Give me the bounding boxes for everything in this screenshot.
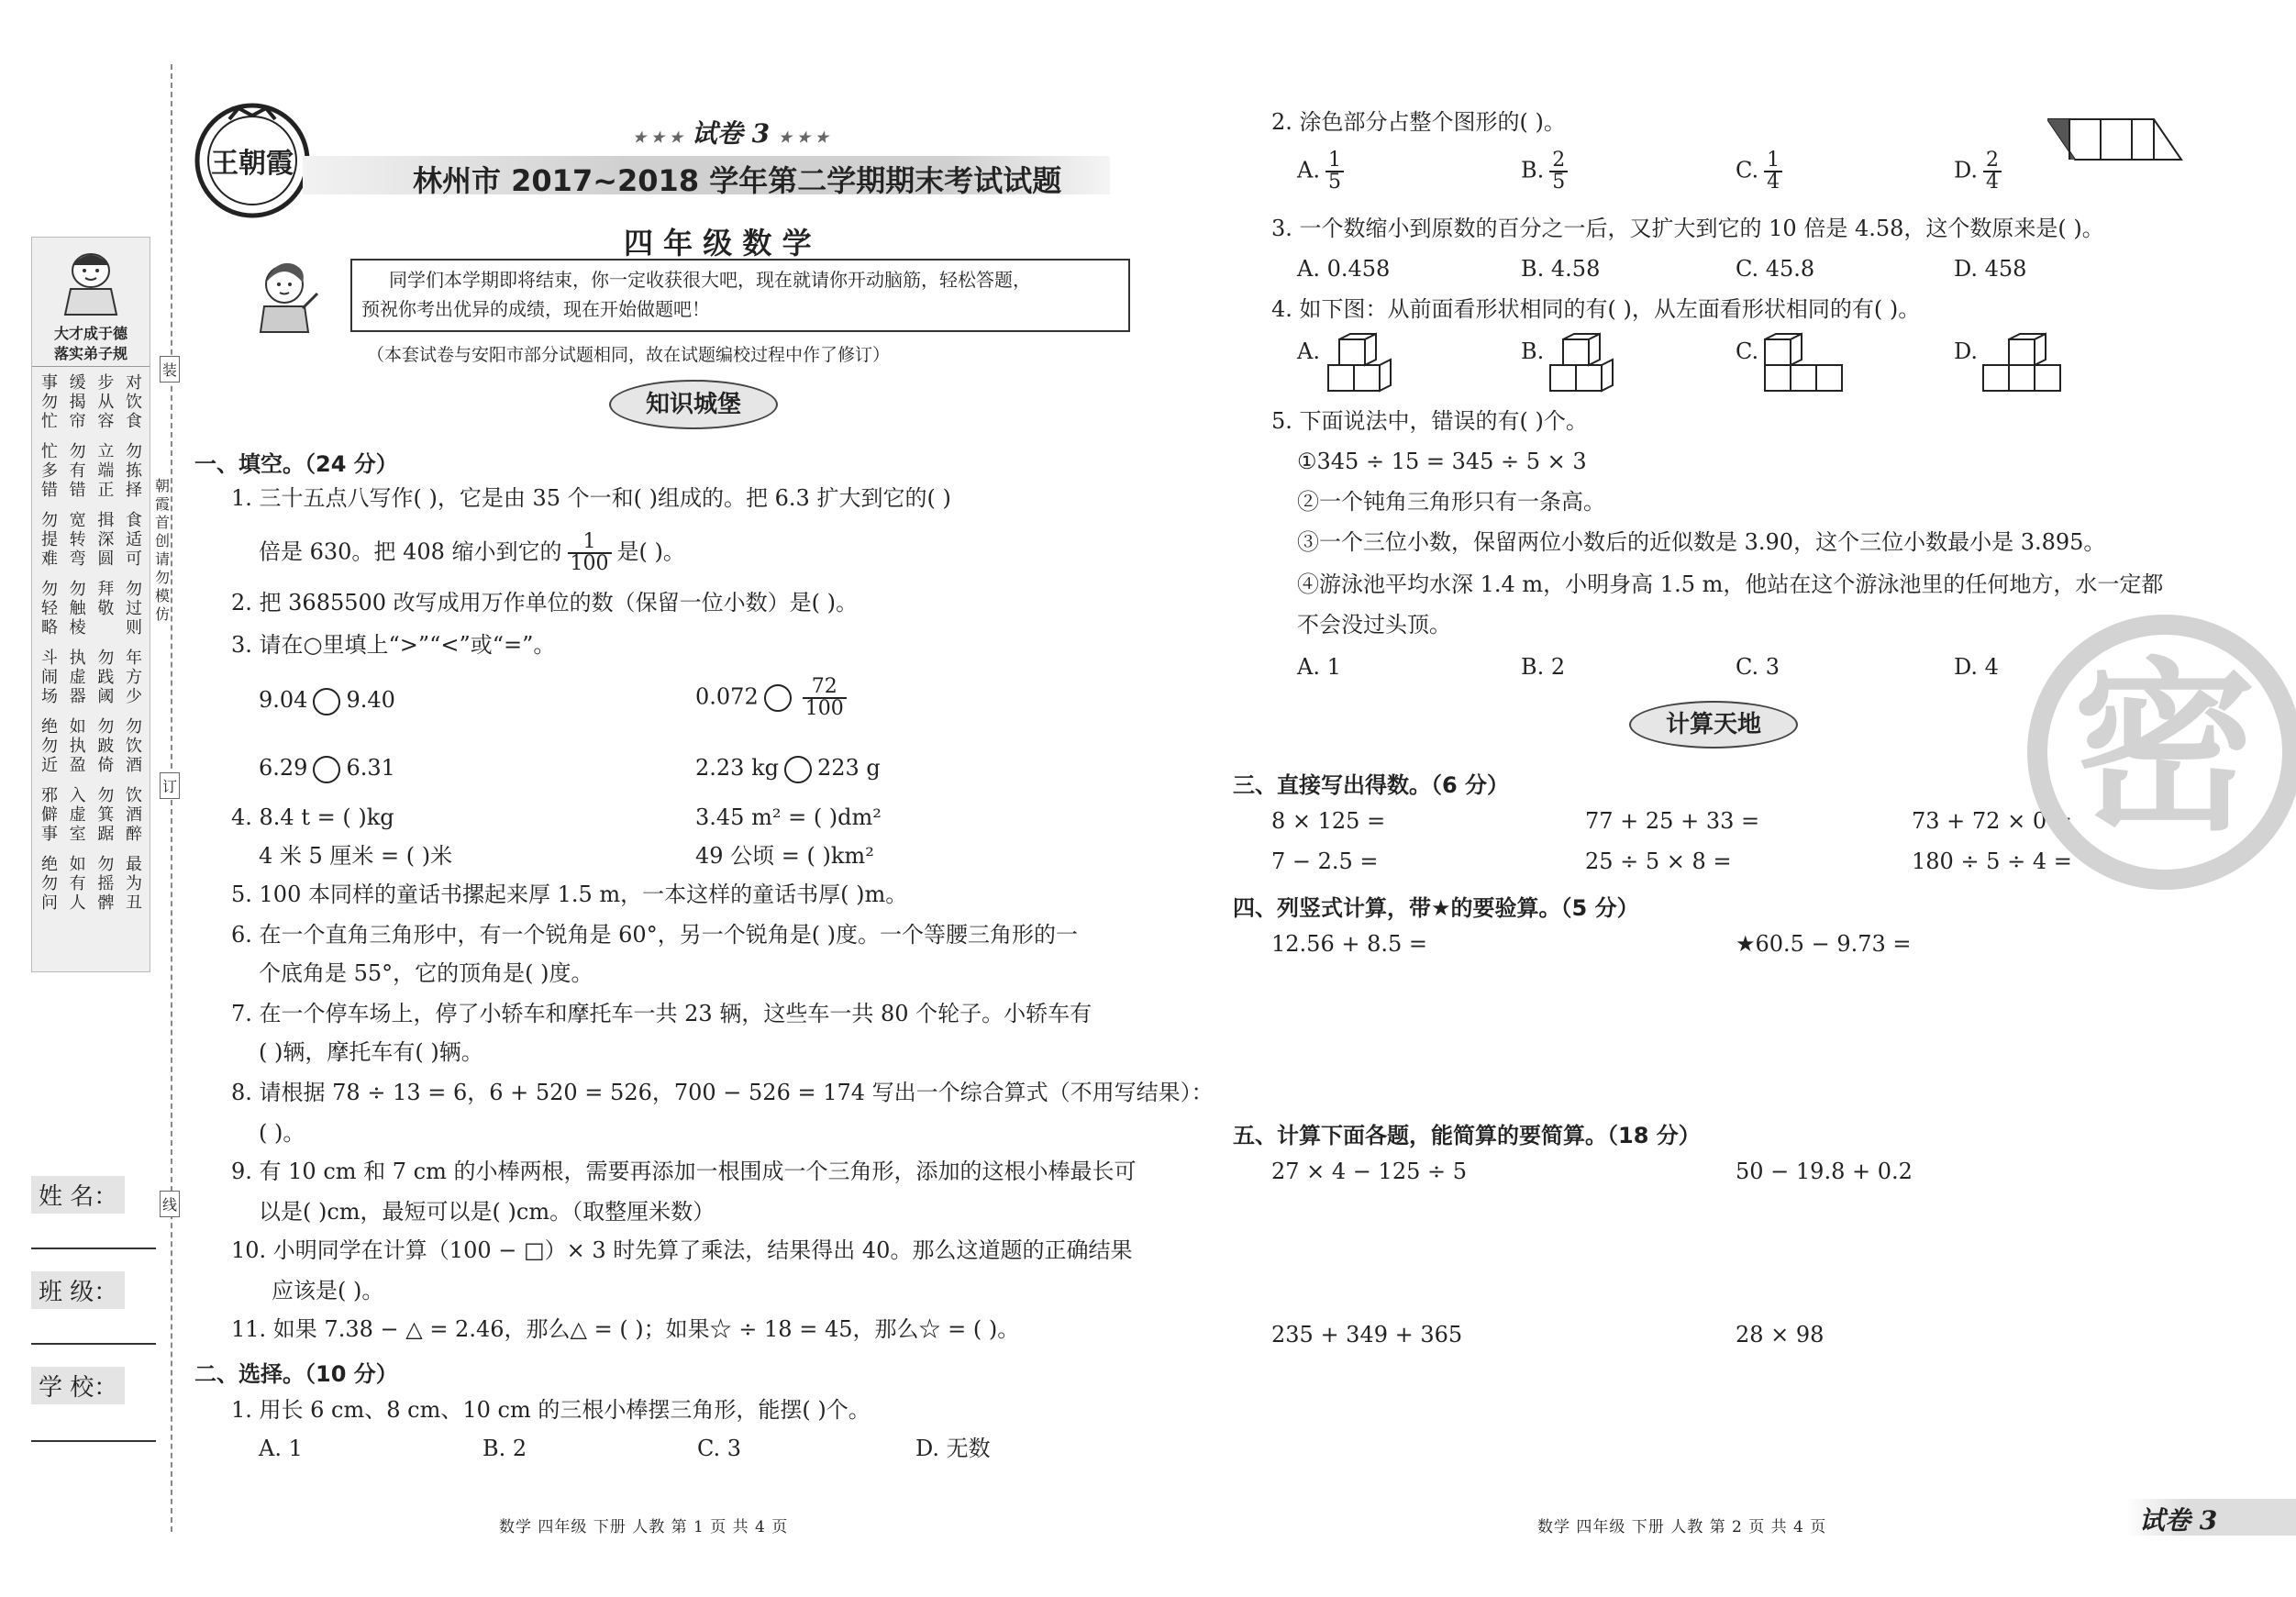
- oral-item-5: 25 ÷ 5 × 8 =: [1585, 848, 1732, 874]
- sidebar-verse-col: 勿跛倚: [97, 717, 115, 775]
- intro-line-2: 预祝你考出优异的成绩，现在开始做题吧！: [361, 298, 710, 320]
- simplify-item-3: 235 + 349 + 365: [1271, 1322, 1463, 1347]
- cube-figure-c: [1763, 332, 1864, 394]
- q9-line-a: 9. 有 10 cm 和 7 cm 的小棒两根，需要再添加一根围成一个三角形，添加的这根小棒最长可: [231, 1159, 1137, 1184]
- choice-4-text: 4. 如下图：从前面看形状相同的有( )，从左面看形状相同的有( )。: [1271, 296, 1921, 322]
- sidebar-verse-col: 如执盈: [69, 717, 86, 775]
- sidebar-verse-col: 斗闹场: [41, 649, 58, 706]
- opt-den: 5: [1552, 171, 1566, 194]
- sidebar-verse-col: 宽转弯: [69, 511, 86, 569]
- name-field[interactable]: [31, 1248, 156, 1249]
- q5-text: 5. 100 本同样的童话书摞起来厚 1.5 m，一本这样的童话书厚( )m。: [231, 882, 908, 907]
- opt-num: 2: [1549, 150, 1568, 172]
- q8-line-b: ( )。: [259, 1120, 305, 1146]
- q1-fraction-num: 1: [568, 532, 612, 554]
- sidebar-verse-col: 执虚器: [69, 649, 86, 706]
- sidebar-verse-col: 勿轻略: [41, 580, 58, 638]
- sidebar-verse-col: 勿摇髀: [97, 855, 115, 913]
- q4-item-2: 3.45 m² = ( )dm²: [695, 804, 882, 830]
- cube-figure-d: [1981, 332, 2073, 394]
- q3-compare-1: 9.04 9.40: [259, 686, 395, 715]
- choice-5-opt-a[interactable]: A. 1: [1297, 654, 1341, 680]
- school-field[interactable]: [31, 1440, 156, 1442]
- sidebar-verse-row: [38, 373, 146, 431]
- choice-5-text: 5. 下面说法中，错误的有( )个。: [1271, 408, 1588, 434]
- choice-3-opt-b[interactable]: B. 4.58: [1521, 256, 1601, 282]
- oral-item-3: 73 + 72 × 0 =: [1912, 808, 2072, 834]
- q3-compare-3: 6.29 6.31: [259, 754, 395, 783]
- choice-2-opt-d[interactable]: [1954, 150, 2007, 193]
- sidebar-vertical-note: 朝霞首创 请勿模仿: [154, 477, 170, 623]
- cube-figure-b: [1548, 332, 1631, 394]
- sidebar-verse-row: [38, 442, 146, 500]
- class-field[interactable]: [31, 1343, 156, 1345]
- section-badge-knowledge: 知识城堡: [609, 380, 778, 429]
- sidebar-verse-col: 对饮食: [125, 373, 142, 431]
- publisher-logo: [193, 101, 312, 220]
- choice-4-opt-c[interactable]: C.: [1736, 338, 1759, 364]
- section-1-heading: 一、填空。（24 分）: [194, 451, 398, 477]
- sidebar-verse-col: 勿践阈: [97, 649, 115, 706]
- class-label: 班 级：: [31, 1271, 125, 1309]
- q3-compare-2: 0.072 $\frac{72}{100}$: [695, 677, 852, 719]
- q3-fraction: $\frac{72}{100}$: [803, 677, 847, 719]
- sidebar-verse-row: [38, 786, 146, 844]
- simplify-item-4: 28 × 98: [1736, 1322, 1825, 1347]
- q7-line-a: 7. 在一个停车场上，停了小轿车和摩托车一共 23 辆，这些车一共 80 个轮子。小轿车有: [231, 1001, 1093, 1026]
- choice-1-opt-c[interactable]: C. 3: [697, 1436, 742, 1461]
- section-2-heading: 二、选择。（10 分）: [194, 1361, 398, 1387]
- opt-num: 2: [1983, 150, 2002, 172]
- sidebar-verse-block: [38, 373, 146, 924]
- shaded-parallelogram-figure: [2047, 117, 2185, 161]
- q8-line-a: 8. 请根据 78 ÷ 13 = 6，6 + 520 = 526，700 − 526 = 174 写出一个综合算式（不用写结果）：: [231, 1080, 1214, 1105]
- sidebar-verse-row: [38, 580, 146, 638]
- name-label: 姓 名：: [31, 1176, 125, 1214]
- sidebar-verse-col: 忙多错: [41, 442, 58, 500]
- oral-item-6: 180 ÷ 5 ÷ 4 =: [1912, 848, 2072, 874]
- choice-2-opt-c[interactable]: [1736, 150, 1788, 193]
- sidebar-verse-col: 事勿忙: [41, 373, 58, 431]
- scholar-figure-icon: [52, 245, 129, 316]
- series-label: ★ ★ ★ 试卷 3 ★ ★ ★: [633, 118, 829, 149]
- sidebar-verse-col: 勿过则: [125, 580, 142, 638]
- choice-1-opt-d[interactable]: D. 无数: [915, 1436, 991, 1461]
- choice-5-item-3: ③一个三位小数，保留两位小数后的近似数是 3.90，这个三位小数最小是 3.895。: [1297, 529, 2106, 555]
- choice-3-opt-d[interactable]: D. 458: [1954, 256, 2027, 282]
- opt-letter: C.: [1736, 157, 1759, 183]
- source-note: （本套试卷与安阳市部分试题相同，故在试题编校过程中作了修订）: [367, 345, 891, 365]
- compare-circle-2[interactable]: [764, 684, 792, 712]
- section-badge-calculation: 计算天地: [1629, 701, 1798, 749]
- choice-5-opt-b[interactable]: B. 2: [1521, 654, 1566, 680]
- sidebar-verse-row: [38, 855, 146, 913]
- opt-den: 4: [1767, 171, 1780, 194]
- choice-2-opt-a[interactable]: [1297, 150, 1349, 193]
- opt-fraction: [1983, 150, 2002, 193]
- choice-4-opt-a[interactable]: A.: [1297, 338, 1320, 364]
- binding-mark-mid: 订: [160, 772, 180, 799]
- svg-text:王朝霞: 王朝霞: [211, 148, 294, 180]
- sidebar-verse-col: 入虚室: [69, 786, 86, 844]
- q6-line-a: 6. 在一个直角三角形中，有一个锐角是 60°，另一个锐角是( )度。一个等腰三角形的一: [231, 922, 1079, 948]
- q3-text: 3. 请在○里填上“>”“<”或“=”。: [231, 632, 556, 658]
- q3-compare-4: 2.23 kg 223 g: [695, 754, 881, 783]
- opt-den: 5: [1327, 171, 1341, 194]
- opt-den: 4: [1986, 171, 2000, 194]
- q6-line-b: 个底角是 55°，它的顶角是( )度。: [259, 960, 593, 986]
- binding-mark-top: 装: [160, 356, 180, 383]
- q7-line-b: ( )辆，摩托车有( )辆。: [259, 1039, 483, 1065]
- sidebar-verse-col: 绝勿问: [41, 855, 58, 913]
- cube-figure-a: [1326, 332, 1409, 394]
- left-page-footer: 数学 四年级 下册 人教 第 1 页 共 4 页: [499, 1518, 789, 1536]
- choice-3-opt-c[interactable]: C. 45.8: [1736, 256, 1815, 282]
- choice-2-text: 2. 涂色部分占整个图形的( )。: [1271, 109, 1566, 135]
- sidebar-verse-col: 拜敬: [97, 580, 115, 618]
- school-label: 学 校：: [31, 1367, 125, 1404]
- q9-line-b: 以是( )cm，最短可以是( )cm。（取整厘米数）: [259, 1199, 715, 1225]
- section-4-heading: 四、列竖式计算，带★的要验算。（5 分）: [1233, 895, 1639, 921]
- corner-series-label: 试卷 3: [2139, 1505, 2218, 1536]
- sidebar-slogan-1: 大才成于德: [53, 325, 128, 342]
- choice-5-item-4b: 不会没过头顶。: [1297, 612, 1451, 638]
- sidebar-verse-col: 饮酒醉: [125, 786, 142, 844]
- choice-5-item-1: ①345 ÷ 15 = 345 ÷ 5 × 3: [1297, 449, 1587, 474]
- q10-line-a: 10. 小明同学在计算（100 − □）× 3 时先算了乘法，结果得出 40。那么这道题的正确结果: [231, 1237, 1133, 1263]
- intro-box: [350, 259, 1130, 332]
- opt-fraction: [1764, 150, 1782, 193]
- exam-title: 林州市 2017~2018 学年第二学期期末考试试题: [413, 163, 1062, 198]
- opt-letter: A.: [1297, 157, 1320, 183]
- compare-circle-1[interactable]: [313, 688, 340, 715]
- choice-5-opt-d[interactable]: D. 4: [1954, 654, 1999, 680]
- confidential-watermark: 密: [2027, 615, 2296, 890]
- q2-text: 2. 把 3685500 改写成用万作单位的数（保留一位小数）是( )。: [231, 590, 859, 616]
- intro-line-1: 同学们本学期即将结束，你一定收获很大吧，现在就请你开动脑筋，轻松答题，: [389, 269, 1031, 291]
- choice-1-opt-a[interactable]: A. 1: [259, 1436, 303, 1461]
- oral-item-2: 77 + 25 + 33 =: [1585, 808, 1760, 834]
- compare-circle-4[interactable]: [784, 756, 812, 783]
- binding-mark-bottom: 线: [160, 1191, 180, 1217]
- sidebar-verse-col: 勿提难: [41, 511, 58, 569]
- sidebar-verse-col: 揖深圆: [97, 511, 115, 569]
- choice-5-item-4: ④游泳池平均水深 1.4 m，小明身高 1.5 m，他站在这个游泳池里的任何地方，水一定都: [1297, 571, 2164, 597]
- q1-line-a: 1. 三十五点八写作( )，它是由 35 个一和( )组成的。把 6.3 扩大到它的( ): [231, 485, 951, 511]
- choice-3-opt-a[interactable]: A. 0.458: [1297, 256, 1391, 282]
- right-page-footer: 数学 四年级 下册 人教 第 2 页 共 4 页: [1537, 1518, 1827, 1536]
- stars-right-icon: ★ ★ ★: [778, 128, 829, 146]
- stars-left-icon: ★ ★ ★: [633, 128, 683, 146]
- oral-item-4: 7 − 2.5 =: [1271, 848, 1379, 874]
- q1-text-post: 是( )。: [616, 538, 685, 565]
- choice-4-opt-d[interactable]: D.: [1954, 338, 1979, 364]
- section-3-heading: 三、直接写出得数。（6 分）: [1233, 772, 1510, 798]
- q1-line-b: [259, 532, 685, 574]
- q4-item-1: 4. 8.4 t = ( )kg: [231, 804, 394, 830]
- sidebar-verse-row: [38, 717, 146, 775]
- vertical-calc-2: ★60.5 − 9.73 =: [1736, 931, 1912, 957]
- q1-text-pre: 倍是 630。把 408 缩小到它的: [259, 538, 562, 565]
- choice-2-opt-b[interactable]: [1521, 150, 1573, 193]
- sidebar-verse-col: 立端正: [97, 442, 115, 500]
- sidebar-verse-col: 勿箕踞: [97, 786, 115, 844]
- sidebar-slogan-2: 落实弟子规: [53, 345, 128, 362]
- choice-5-item-2: ②一个钝角三角形只有一条高。: [1297, 489, 1605, 515]
- sidebar-verse-col: 勿触棱: [69, 580, 86, 638]
- opt-letter: D.: [1954, 157, 1979, 183]
- choice-3-text: 3. 一个数缩小到原数的百分之一后，又扩大到它的 10 倍是 4.58，这个数原来是( )。: [1271, 216, 2104, 241]
- opt-num: 1: [1764, 150, 1782, 172]
- choice-1-text: 1. 用长 6 cm、8 cm、10 cm 的三根小棒摆三角形，能摆( )个。: [231, 1397, 871, 1423]
- sidebar-verse-col: 缓揭帘: [69, 373, 86, 431]
- sidebar-panel: [31, 237, 150, 972]
- q1-fraction-den: 100: [570, 552, 609, 575]
- simplify-item-2: 50 − 19.8 + 0.2: [1736, 1159, 1913, 1184]
- corner-series-tab: [2126, 1499, 2296, 1536]
- oral-item-1: 8 × 125 =: [1271, 808, 1386, 834]
- sidebar-verse-col: 勿饮酒: [125, 717, 142, 775]
- compare-circle-3[interactable]: [313, 756, 340, 783]
- choice-5-opt-c[interactable]: C. 3: [1736, 654, 1780, 680]
- choice-4-opt-b[interactable]: B.: [1521, 338, 1545, 364]
- q4-item-4: 49 公顷 = ( )km²: [695, 843, 874, 869]
- sidebar-verse-row: [38, 649, 146, 706]
- simplify-item-1: 27 × 4 − 125 ÷ 5: [1271, 1159, 1467, 1184]
- choice-2-options: [1297, 150, 2031, 205]
- student-girl-icon: [250, 257, 323, 334]
- sidebar-verse-col: 绝勿近: [41, 717, 58, 775]
- vertical-calc-1: 12.56 + 8.5 =: [1271, 931, 1427, 957]
- opt-fraction: [1549, 150, 1568, 193]
- subject-title: 四 年 级 数 学: [624, 226, 812, 261]
- q4-item-3: 4 米 5 厘米 = ( )米: [259, 843, 453, 869]
- sidebar-verse-col: 食适可: [125, 511, 142, 569]
- sidebar-verse-col: 年方少: [125, 649, 142, 706]
- sidebar-verse-col: 勿有错: [69, 442, 86, 500]
- q11-text: 11. 如果 7.38 − △ = 2.46，那么△ = ( )；如果☆ ÷ 18 = 45，那么☆ = ( )。: [231, 1316, 1020, 1342]
- opt-num: 1: [1325, 150, 1344, 172]
- sidebar-verse-col: 勿拣择: [125, 442, 142, 500]
- choice-1-opt-b[interactable]: B. 2: [482, 1436, 527, 1461]
- sidebar-verse-col: 步从容: [97, 373, 115, 431]
- sidebar-verse-row: [38, 511, 146, 569]
- sidebar-divider: [32, 366, 150, 367]
- q10-line-b: 应该是( )。: [272, 1278, 384, 1303]
- section-5-heading: 五、计算下面各题，能简算的要简算。（18 分）: [1233, 1123, 1701, 1148]
- q1-fraction: [568, 532, 612, 574]
- opt-fraction: [1325, 150, 1344, 193]
- sidebar-verse-col: 如有人: [69, 855, 86, 913]
- sidebar-verse-col: 最为丑: [125, 855, 142, 913]
- sidebar-verse-col: 邪僻事: [41, 786, 58, 844]
- opt-letter: B.: [1521, 157, 1545, 183]
